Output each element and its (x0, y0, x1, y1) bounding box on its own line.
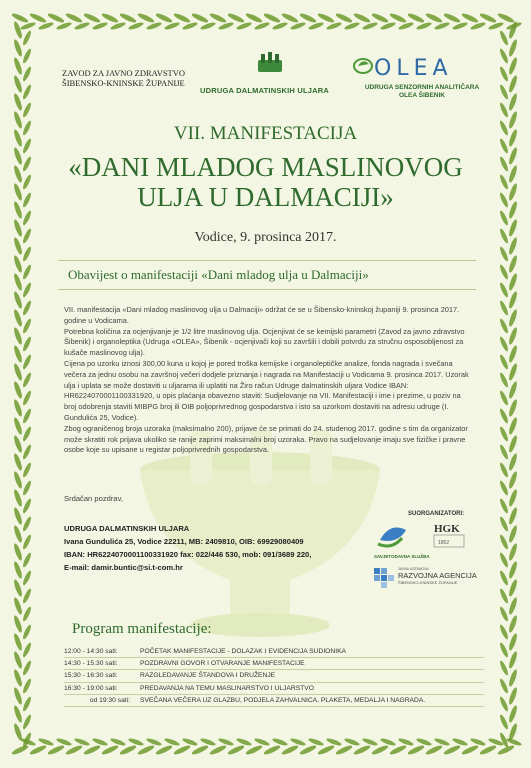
olive-leaf (499, 714, 510, 730)
olive-leaf (398, 21, 415, 31)
event-title-line1: «DANI MLADOG MASLINOVOG (68, 152, 463, 182)
olive-leaf (508, 291, 519, 310)
olive-leaf (128, 21, 145, 31)
olive-leaf (22, 318, 33, 334)
olive-leaf (13, 615, 24, 634)
olive-leaf (499, 480, 510, 496)
olive-leaf (335, 12, 353, 24)
olive-leaf (508, 327, 519, 346)
olive-leaf (13, 327, 24, 346)
olive-leaf (56, 21, 73, 31)
olive-leaf (508, 561, 519, 580)
olive-leaf (508, 723, 519, 742)
olive-leaf (425, 12, 443, 24)
olive-leaf (11, 744, 29, 756)
olive-leaf (499, 426, 510, 442)
olive-leaf (22, 480, 33, 496)
program-item: POZDRAVNI GOVOR I OTVARANJE MANIFESTACIJE (140, 660, 305, 668)
olive-leaf (308, 737, 325, 747)
agencija-name: RAZVOJNA AGENCIJA (398, 571, 477, 580)
olive-leaf (146, 737, 163, 747)
olive-leaf (13, 75, 24, 94)
olive-leaf (218, 21, 235, 31)
olive-leaf (353, 744, 371, 756)
olive-leaf (13, 633, 24, 652)
olive-leaf (22, 552, 33, 568)
contact-block (64, 522, 311, 574)
olive-leaf (22, 390, 33, 406)
olive-leaf (110, 21, 127, 31)
olive-leaf (299, 744, 317, 756)
contact-email: E-mail: damir.buntic@si.t-com.hr (64, 563, 183, 572)
olive-leaf (499, 408, 510, 424)
olive-leaf (308, 21, 325, 31)
hgk-logo (434, 523, 464, 547)
olive-leaf (22, 534, 33, 550)
olive-leaf (38, 737, 55, 747)
olive-leaf (281, 12, 299, 24)
olive-leaf (508, 597, 519, 616)
olive-leaf (407, 12, 425, 24)
olive-leaf (499, 570, 510, 586)
program-row (64, 658, 484, 670)
notice-paragraph: Zbog ograničenog broja uzoraka (maksimalno 200), prijave će se primati do 24. studenog 2017. godine s tim da organizator može skratiti rok prijava ukoliko se ranije zaprimi maksimalni broj uzoraka. Pravo na sudjelovanje imaju sve fizičke i pravne osobe koje su upisane u registar poljoprivrednih gospodarstva. (64, 423, 468, 455)
olive-leaf (461, 12, 479, 24)
olive-leaf (110, 737, 127, 747)
olive-leaf (13, 525, 24, 544)
olea-subtitle (360, 84, 484, 100)
olive-leaf (508, 273, 519, 292)
olive-leaf (47, 12, 65, 24)
olive-leaf (13, 561, 24, 580)
event-date: Vodice, 9. prosinca 2017. (194, 230, 337, 245)
olive-leaf (508, 21, 519, 40)
olive-leaf (407, 744, 425, 756)
olive-leaf (272, 21, 289, 31)
olive-leaf (499, 354, 510, 370)
hgk-text: HGK (434, 523, 460, 535)
contact-iban: IBAN: HR6224070001100331920 fax: 022/446 530, mob: 091/3689 220, (64, 550, 312, 559)
olive-leaf (389, 12, 407, 24)
olive-leaf (508, 705, 519, 724)
zavod-line2: ŠIBENSKO-KNINSKE ŽUPANIJE (62, 78, 185, 88)
olive-leaf (416, 21, 433, 31)
olive-leaf (499, 624, 510, 640)
olive-leaf (11, 12, 29, 24)
olive-leaf (83, 744, 101, 756)
olive-leaf (209, 744, 227, 756)
udruga-olive-press-icon (256, 52, 284, 74)
olive-leaf (508, 687, 519, 706)
sponsors-label: SUORGANIZATORI: (408, 511, 465, 517)
olive-leaf (290, 737, 307, 747)
olive-leaf (506, 737, 523, 747)
olive-leaf (443, 744, 461, 756)
header-logos (60, 56, 480, 110)
olive-leaf (13, 543, 24, 562)
program-time: 12:00 - 14:30 sati: (64, 648, 118, 655)
olive-leaf (508, 651, 519, 670)
olive-leaf (22, 354, 33, 370)
olive-leaf (380, 737, 397, 747)
olive-leaf (499, 48, 510, 64)
olive-leaf (508, 579, 519, 598)
olive-leaf (499, 264, 510, 280)
olive-leaf (13, 651, 24, 670)
olive-leaf (13, 435, 24, 454)
olive-leaf (434, 21, 451, 31)
olive-leaf (20, 21, 37, 31)
olive-leaf (344, 21, 361, 31)
olive-leaf (155, 744, 173, 756)
olive-leaf (128, 737, 145, 747)
olive-leaf (137, 12, 155, 24)
olive-leaf (29, 744, 47, 756)
olive-leaf (499, 30, 510, 46)
olive-leaf (13, 489, 24, 508)
olive-leaf (13, 687, 24, 706)
olive-leaf (22, 624, 33, 640)
olive-leaf (499, 444, 510, 460)
olive-leaf (22, 570, 33, 586)
olive-leaf (443, 12, 461, 24)
olive-leaf (119, 744, 137, 756)
olive-leaf (499, 102, 510, 118)
olive-leaf (22, 48, 33, 64)
olive-leaf (416, 737, 433, 747)
olive-leaf (22, 336, 33, 352)
olive-leaf (13, 669, 24, 688)
olive-leaf (92, 737, 109, 747)
olive-leaf (344, 737, 361, 747)
olive-leaf (434, 737, 451, 747)
olive-leaf (508, 489, 519, 508)
olive-leaf (499, 678, 510, 694)
olive-leaf (13, 399, 24, 418)
olive-leaf (13, 471, 24, 490)
olive-leaf (470, 737, 487, 747)
olive-leaf (22, 30, 33, 46)
olive-leaf (499, 552, 510, 568)
olive-leaf (13, 291, 24, 310)
olive-leaf (209, 12, 227, 24)
olive-leaf (371, 12, 389, 24)
olive-leaf (499, 462, 510, 478)
olive-leaf (22, 606, 33, 622)
olive-leaf (508, 543, 519, 562)
olive-leaf (508, 309, 519, 328)
olive-leaf (508, 75, 519, 94)
olive-leaf (353, 12, 371, 24)
zavod-logo-text (62, 68, 185, 88)
sponsor-logos (372, 518, 482, 598)
olive-leaf (22, 300, 33, 316)
olive-leaf (479, 12, 497, 24)
olive-leaf (22, 408, 33, 424)
olive-leaf (452, 21, 469, 31)
olive-leaf (499, 210, 510, 226)
olive-leaf (101, 744, 119, 756)
olive-leaf (362, 21, 379, 31)
olive-leaf (22, 516, 33, 532)
olive-leaf (499, 318, 510, 334)
olive-leaf (13, 507, 24, 526)
olive-leaf (22, 264, 33, 280)
olive-leaf (22, 102, 33, 118)
savjetodavna-logo (374, 528, 430, 559)
olive-leaf (22, 444, 33, 460)
olive-leaf (182, 21, 199, 31)
notice-title: Obavijest o manifestaciji «Dani mladog ulja u Dalmaciji» (68, 267, 369, 282)
olive-leaf (173, 744, 191, 756)
olive-leaf (13, 417, 24, 436)
olive-leaf (191, 744, 209, 756)
udruga-name: UDRUGA DALMATINSKIH ULJARA (200, 86, 329, 95)
notice-paragraph: Cijena po uzorku iznosi 300,00 kuna u kojoj je pored troška kemijske i organoleptičke analize, fonda nagrada i svečana večera za jednu osobu na završnoj večeri dodjele priznanja i nagrada na Manifestaciji u Vodicama 9. prosinca 2017. Uzorak ulja i uplata se može dostaviti u uljarama ili uplatiti na Žiro račun Udruge dalmatinskih uljara Vodice IBAN: HR6224070001100331920, u opis plaćanja obavezno staviti: Sudjelovanje na VII. Manifestaciji i ime i prezime, u poziv na broj odobrenja staviti MIBPG broj ili OIB poljoprivrednog gospodarstva i isto sa uzorkom dostaviti na adresu udruge (I. Gundulića 25, Vodice). (64, 358, 469, 422)
olive-leaf (508, 669, 519, 688)
olive-leaf (497, 12, 515, 24)
olive-leaf (508, 93, 519, 112)
olive-leaf (272, 737, 289, 747)
program-item: RAZGLEDAVANJE ŠTANDOVA I DRUŽENJE (140, 672, 276, 680)
program-time: od 19:30 sati: (89, 696, 130, 704)
olive-leaf (13, 273, 24, 292)
olive-leaf (452, 737, 469, 747)
olive-leaf (13, 579, 24, 598)
program-title: Program manifestacije: (72, 621, 212, 637)
olive-leaf (508, 381, 519, 400)
olive-leaf (47, 744, 65, 756)
notice-divider (58, 289, 476, 290)
olive-leaf (470, 21, 487, 31)
olive-leaf (164, 737, 181, 747)
olive-leaf (508, 399, 519, 418)
olive-leaf (508, 453, 519, 472)
olive-leaf (22, 642, 33, 658)
olive-leaf (173, 12, 191, 24)
program-time: 14:30 - 15:30 sati: (64, 660, 118, 668)
olive-leaf (508, 255, 519, 274)
olive-leaf (22, 210, 33, 226)
program-table (64, 646, 484, 707)
olive-leaf (508, 435, 519, 454)
olive-leaf (22, 372, 33, 388)
olive-leaf (499, 534, 510, 550)
olive-leaf (137, 744, 155, 756)
olive-leaf (499, 282, 510, 298)
olive-leaf (508, 525, 519, 544)
olive-leaf (13, 93, 24, 112)
olive-leaf (146, 21, 163, 31)
olive-leaf (499, 660, 510, 676)
olive-leaf (508, 39, 519, 58)
olive-leaf (13, 723, 24, 742)
olive-leaf (479, 744, 497, 756)
olive-leaf (13, 453, 24, 472)
olive-leaf (22, 696, 33, 712)
olive-leaf (13, 345, 24, 364)
olive-leaf (499, 696, 510, 712)
olive-leaf (29, 12, 47, 24)
closing-greeting: Srdačan pozdrav, (64, 494, 123, 503)
olive-leaf (335, 744, 353, 756)
olive-leaf (245, 12, 263, 24)
olive-leaf (508, 57, 519, 76)
olive-leaf (13, 381, 24, 400)
olive-leaf (13, 21, 24, 40)
olive-leaf (13, 39, 24, 58)
olive-leaf (371, 744, 389, 756)
program-row (64, 646, 484, 658)
agencija-top: JAVNA USTANOVA (398, 567, 429, 571)
olive-leaf (499, 372, 510, 388)
olive-leaf (499, 66, 510, 82)
olive-leaf (119, 12, 137, 24)
olive-leaf (22, 426, 33, 442)
olea-logo-word: OLEA (374, 56, 453, 81)
contact-address: Ivana Gundulića 25, Vodice 22211, MB: 2409810, OIB: 69929080409 (64, 537, 304, 546)
notice-paragraph: VII. manifestacija «Dani mladog maslinovog ulja u Dalmaciji» održat će se u Šibensko-kninskoj županiji 9. prosinca 2017. godine u Vodicama. (64, 305, 460, 325)
olive-leaf (254, 737, 271, 747)
olive-leaf (65, 12, 83, 24)
olive-leaf (182, 737, 199, 747)
olive-leaf (326, 737, 343, 747)
olive-leaf (200, 21, 217, 31)
olive-leaf (74, 737, 91, 747)
olive-leaf (155, 12, 173, 24)
program-item: PREDAVANJA NA TEMU MASLINARSTVO I ULJARSTVO (140, 684, 314, 692)
olive-leaf (22, 714, 33, 730)
olive-leaf (22, 588, 33, 604)
savjetodavna-text: SAVJETODAVNA SLUŽBA (374, 554, 430, 559)
olive-leaf (74, 21, 91, 31)
event-title-line2: ULJA U DALMACIJI» (137, 182, 394, 212)
hgk-year: 1852 (438, 540, 450, 546)
olive-leaf (22, 462, 33, 478)
olive-leaf (22, 660, 33, 676)
olive-leaf (508, 507, 519, 526)
olive-leaf (499, 642, 510, 658)
olive-leaf (380, 21, 397, 31)
olive-leaf (317, 744, 335, 756)
event-title (0, 152, 531, 212)
olive-leaf (65, 744, 83, 756)
olea-leaf-icon (352, 54, 374, 76)
olive-leaf (488, 21, 505, 31)
olive-leaf (499, 606, 510, 622)
olive-leaf (254, 21, 271, 31)
olive-leaf (22, 498, 33, 514)
olive-leaf (236, 737, 253, 747)
olive-leaf (227, 12, 245, 24)
olive-leaf (326, 21, 343, 31)
olive-leaf (218, 737, 235, 747)
olive-leaf (38, 21, 55, 31)
olive-leaf (508, 471, 519, 490)
olive-leaf (499, 498, 510, 514)
olive-leaf (191, 12, 209, 24)
olive-leaf (83, 12, 101, 24)
olive-leaf (398, 737, 415, 747)
olive-leaf (227, 744, 245, 756)
olive-leaf (499, 390, 510, 406)
olive-leaf (499, 246, 510, 262)
olive-leaf (200, 737, 217, 747)
olive-leaf (299, 12, 317, 24)
olive-leaf (13, 57, 24, 76)
olive-leaf (425, 744, 443, 756)
olive-leaf (461, 744, 479, 756)
olive-leaf (508, 633, 519, 652)
olive-leaf (13, 705, 24, 724)
contact-org: UDRUGA DALMATINSKIH ULJARA (64, 524, 190, 533)
olive-leaf (508, 417, 519, 436)
olive-leaf (22, 84, 33, 100)
olive-leaf (236, 21, 253, 31)
olive-leaf (22, 678, 33, 694)
program-row (64, 683, 484, 695)
olive-leaf (13, 255, 24, 274)
agencija-sub: ŠIBENSKO-KNINSKE ŽUPANIJE (398, 580, 458, 585)
olive-leaf (263, 12, 281, 24)
olea-sub-line1: UDRUGA SENZORNIH ANALITIČARA (364, 84, 480, 91)
olive-leaf (92, 21, 109, 31)
olive-leaf (164, 21, 181, 31)
notice-paragraph: Potrebna količina za ocjenjivanje je 1/2 litre maslinovog ulja. Ocjenjivat će se kemijski parametri (Zavod za javno zdravstvo Šibenik) i organoleptika (Udruga «OLEA», Šibenik - ocjenjivači koji su završili i dobili potvrdu za stručnu osposobljenost za kušače maslinovog ulja). (64, 326, 465, 358)
program-row (64, 670, 484, 682)
olive-leaf (281, 744, 299, 756)
zavod-line1: ZAVOD ZA JAVNO ZDRAVSTVO (62, 68, 186, 78)
olive-leaf (245, 744, 263, 756)
olive-leaf (317, 12, 335, 24)
olive-leaf (22, 66, 33, 82)
program-item: SVEČANA VEČERA UZ GLAZBU, PODJELA ZAHVALNICA, PLAKETA, MEDALJA I NAGRADA. (140, 696, 426, 704)
olive-leaf (499, 588, 510, 604)
olea-sub-line2: OLEA ŠIBENIK (399, 92, 445, 99)
olive-leaf (362, 737, 379, 747)
edition-heading: VII. MANIFESTACIJA (173, 123, 358, 144)
olive-leaf (22, 282, 33, 298)
olive-leaf (389, 744, 407, 756)
program-time: 15:30 - 16:30 sati: (64, 672, 118, 680)
olive-leaf (508, 363, 519, 382)
program-item: POČETAK MANIFESTACIJE - DOLAZAK I EVIDENCIJA SUDIONIKA (140, 648, 346, 655)
olive-leaf (13, 309, 24, 328)
program-time: 16:30 - 19:00 sati: (64, 684, 118, 692)
olive-leaf (13, 597, 24, 616)
olive-leaf (290, 21, 307, 31)
olive-leaf (499, 84, 510, 100)
olive-leaf (508, 615, 519, 634)
notice-body (64, 305, 472, 456)
olive-leaf (499, 300, 510, 316)
razvojna-agencija-logo (374, 567, 477, 588)
olive-leaf (499, 336, 510, 352)
olive-leaf (22, 246, 33, 262)
olive-leaf (101, 12, 119, 24)
olive-leaf (263, 744, 281, 756)
olive-leaf (56, 737, 73, 747)
olive-leaf (508, 345, 519, 364)
olive-leaf (13, 363, 24, 382)
program-row (64, 695, 484, 707)
olive-leaf (499, 516, 510, 532)
